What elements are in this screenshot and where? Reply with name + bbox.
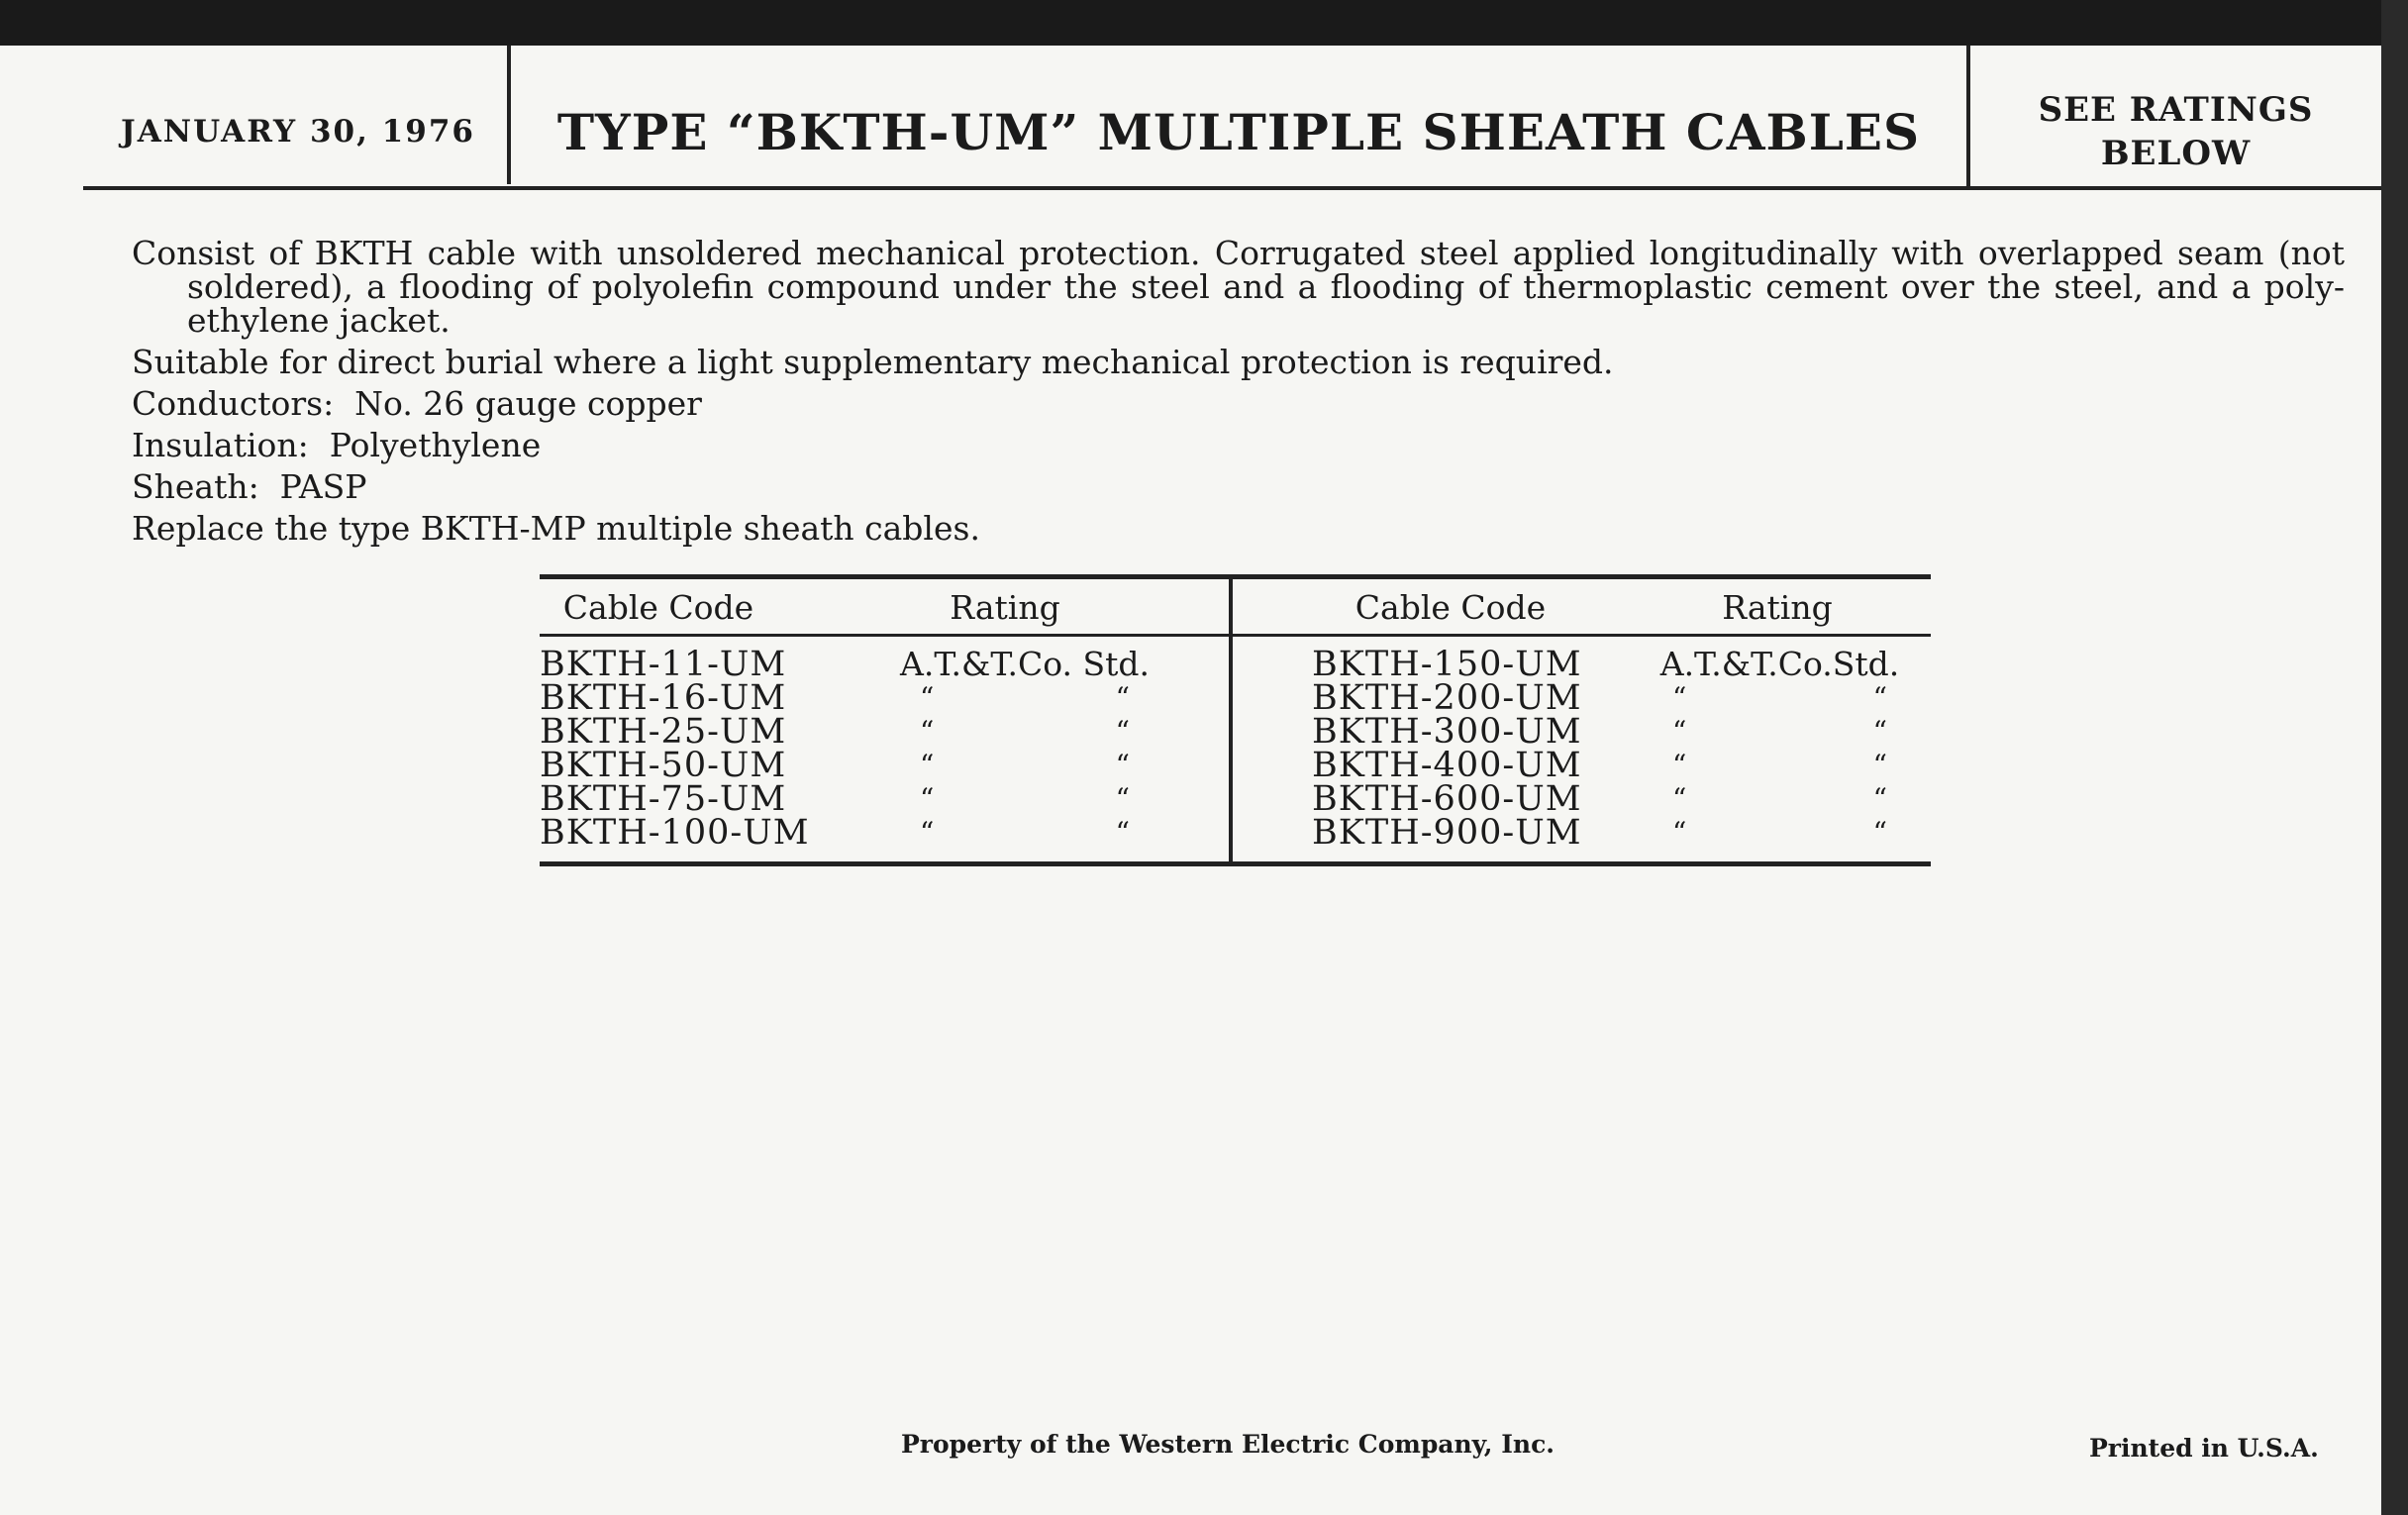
table-row: BKTH-900-UM [1312, 813, 1582, 853]
table-bottom-rule [540, 861, 1931, 866]
ratings-note [1970, 46, 2381, 218]
ditto-cell: “ “ [1672, 782, 1887, 815]
suitability-text: Suitable for direct burial where a light supplementary mechanical protection is required. [132, 343, 1614, 381]
catalog-card [0, 46, 2381, 1515]
description-line-3: ethylene jacket. [187, 301, 451, 340]
table-center-divider [1229, 574, 1233, 866]
table-header-rule [540, 634, 1931, 637]
ditto-cell: “ “ [920, 782, 1130, 815]
table-row: BKTH-400-UM [1312, 746, 1582, 785]
property-notice: Property of the Western Electric Company, Inc. [901, 1430, 1555, 1459]
ditto-cell: “ “ [920, 681, 1130, 714]
sheath-spec: Sheath: PASP [132, 467, 367, 506]
table-row: BKTH-100-UM [540, 813, 810, 853]
right-code-column [1312, 645, 1629, 853]
insulation-spec: Insulation: Polyethylene [132, 426, 542, 464]
ditto-cell: “ “ [1672, 816, 1887, 849]
rating-cell: A.T.&T.Co. Std. [900, 645, 1150, 683]
table-row: BKTH-50-UM [540, 746, 787, 785]
table-row: BKTH-25-UM [540, 712, 787, 752]
page-title: TYPE “BKTH-UM” MULTIPLE SHEATH CABLES [556, 102, 1921, 161]
description-line-2: soldered), a flooding of polyolefin compound under the steel and a flooding of thermoplastic cement over the steel, and a poly- [187, 267, 2345, 306]
replacement-note: Replace the type BKTH-MP multiple sheath cables. [132, 509, 980, 548]
ratings-note-line2: BELOW [2100, 134, 2252, 173]
table-row: BKTH-150-UM [1312, 645, 1582, 684]
ditto-cell: “ “ [1672, 715, 1887, 748]
right-rating-column [1629, 645, 1931, 850]
issue-date: JANUARY 30, 1976 [121, 114, 475, 150]
header-rule [83, 186, 2381, 190]
ditto-cell: “ “ [920, 715, 1130, 748]
ditto-cell: “ “ [1672, 749, 1887, 781]
header-left-rating: Rating [950, 588, 1060, 627]
table-row: BKTH-200-UM [1312, 678, 1582, 718]
description-paragraph [132, 234, 2345, 340]
conductors-spec: Conductors: No. 26 gauge copper [132, 384, 702, 423]
table-row: BKTH-600-UM [1312, 779, 1582, 819]
scan-edge [2381, 0, 2408, 1515]
left-code-column [540, 645, 837, 853]
ratings-note-line1: SEE RATINGS [2038, 90, 2314, 130]
table-row: BKTH-75-UM [540, 779, 787, 819]
table-top-rule [540, 574, 1931, 579]
cable-ratings-table [540, 574, 1931, 867]
table-row: BKTH-300-UM [1312, 712, 1582, 752]
ditto-cell: “ “ [920, 816, 1130, 849]
table-row: BKTH-16-UM [540, 678, 787, 718]
left-rating-column [876, 645, 1173, 850]
rating-cell: A.T.&T.Co.Std. [1659, 645, 1900, 683]
ditto-cell: “ “ [920, 749, 1130, 781]
table-row: BKTH-11-UM [540, 645, 787, 684]
header-right-rating: Rating [1722, 588, 1833, 627]
header-left-cable-code: Cable Code [562, 588, 754, 627]
ditto-cell: “ “ [1672, 681, 1887, 714]
printed-notice: Printed in U.S.A. [2089, 1434, 2319, 1463]
header-right-cable-code: Cable Code [1354, 588, 1547, 627]
description-line-1: Consist of BKTH cable with unsoldered mechanical protection. Corrugated steel applied longitudinally with overlapped seam (not [132, 234, 2345, 272]
